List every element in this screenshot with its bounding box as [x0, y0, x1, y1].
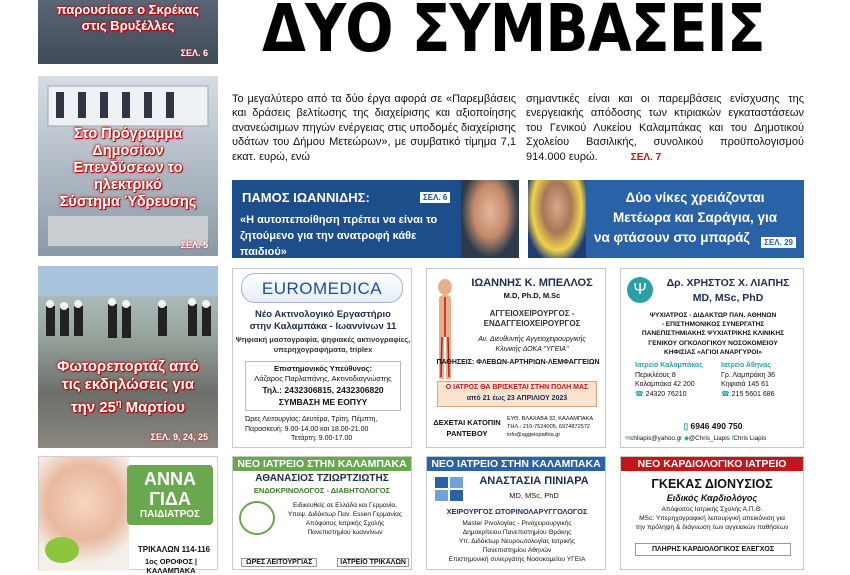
appointment-line: ΡΑΝΤΕΒΟΥ	[446, 429, 488, 438]
doctor-specialty: ΕΝΔΟΚΡΙΝΟΛΟΓΟΣ - ΔΙΑΒΗΤΟΛΟΓΟΣ	[253, 486, 391, 495]
phone: ΤΗΛ.: 210-7524005, 6974872572	[507, 424, 591, 430]
banner-text-line: να φτάσουν στο μπαράζ	[594, 230, 750, 245]
section-badge: ΣΕΛ. 6	[420, 192, 450, 203]
credential-line: - ΕΠΙΣΤΗΜΟΝΙΚΟΣ ΣΥΝΕΡΓΑΤΗΣ	[661, 321, 765, 329]
doctor-specialty	[457, 309, 607, 329]
office-phone: 24320 76210	[645, 390, 687, 398]
doctor-degrees: M.D, Ph.D, M.Sc	[503, 291, 561, 300]
thyroid-icon	[239, 501, 275, 535]
teaser-title-part: Μαρτίου	[121, 399, 186, 416]
doctor-specialty: Ειδικός Καρδιολόγος	[666, 493, 758, 503]
lab-services	[233, 335, 413, 355]
teaser-title	[38, 2, 218, 34]
office-address: Κηφισιά 145 61	[721, 381, 769, 388]
name-box	[127, 465, 213, 525]
banner-pamos-ioannidis[interactable]	[232, 180, 519, 258]
banner-quote	[240, 212, 460, 260]
teaser-title-sup: η	[116, 398, 122, 408]
teaser-title-part: την 25	[70, 399, 117, 416]
checkup-badge: ΠΛΗΡΗΣ ΚΑΡΔΙΟΛΟΓΙΚΟΣ ΕΛΕΓΧΟΣ	[635, 543, 791, 556]
doctor-bio	[621, 505, 803, 532]
bio-line: Πανεπιστημίου Αθηνών	[482, 547, 552, 554]
banner-quote-line: ζητούμενο για την ανατροφή κάθε παιδιού»	[240, 230, 417, 258]
twitter-handle: @Chris_Liapis	[688, 435, 730, 442]
bio-line: την πρόληψη & διάγνωση των αγγειακών παθήσεων	[635, 524, 789, 531]
doctor-name: ΑΘΑΝΑΣΙΟΣ ΤΖΙΩΡΤΖΙΩΤΗΣ	[255, 473, 389, 484]
ad-tziortziotis[interactable]	[232, 456, 412, 570]
opening-hours	[245, 415, 405, 444]
ad-christos-liapis[interactable]	[620, 268, 804, 448]
facebook-name: Chris Liapis	[733, 435, 767, 442]
main-headline: ΔΥΟ ΣΥΜΒΑΣΕΙΣ	[262, 0, 765, 67]
person-photo	[461, 180, 519, 258]
office-address: Γρ. Λαμπράκη 36	[721, 371, 776, 379]
office-address: Περικλέους 8	[635, 371, 676, 379]
story-column-2	[526, 92, 804, 172]
ad-ioannis-mpellos[interactable]	[426, 268, 606, 448]
lab-title-line: στην Καλαμπάκα - Ιωαννίνων 11	[249, 321, 397, 332]
appointment-note	[429, 417, 505, 439]
parade-illustration	[38, 266, 218, 448]
player-photo	[528, 180, 586, 258]
bio-line: Απόφοιτος Ιατρικής Σχολής	[305, 520, 385, 527]
email: chliapis@yahoo.gr	[630, 435, 683, 442]
teaser-title-line: Σύστημα Ύδρευσης	[59, 194, 197, 210]
lab-title-line: Νέο Ακτινολογικό Εργαστήριο	[255, 309, 391, 320]
teaser-title-line: στις Βρυξέλλες	[81, 18, 175, 33]
bio-line: Master Ρινολογίας - Ρινοχειρουργικής	[462, 520, 572, 527]
teaser-skrekas[interactable]	[38, 0, 218, 64]
office-title: Ιατρείο Αθηνας	[721, 362, 771, 369]
address: ΕΥΘ. ΒΛΑΧΑΒΑ 32, ΚΑΛΑΜΠΑΚΑ	[507, 416, 594, 422]
office-kalambaka	[635, 361, 715, 399]
bio-line: Πανεπιστημίου Ιωαννίνων	[307, 529, 383, 536]
phone-icon: ☎	[635, 390, 646, 398]
bio-line: Υπ. Διδάκτωρ Νευροωτολογίας Ιατρικής	[458, 538, 576, 545]
teaser-title-line	[38, 394, 218, 417]
psychiatry-logo-icon: Ψ	[627, 277, 653, 303]
notice-line: Ο ΙΑΤΡΟΣ ΘΑ ΒΡΙΣΚΕΤΑΙ ΣΤΗΝ ΠΟΛΗ ΜΑΣ	[445, 384, 589, 391]
doctor-name: ΓΚΕΚΑΣ ΔΙΟΝΥΣΙΟΣ	[651, 477, 773, 491]
doctor-bio	[277, 501, 413, 537]
hours-line: Τετάρτη: 9.00-17.00	[291, 435, 353, 442]
doctor-degrees: MD, MSc, PhD	[692, 292, 764, 304]
banner-text-line: Μετέωρα και Σαράγια, για	[612, 210, 778, 225]
teaser-title	[38, 126, 218, 211]
section-ref: ΣΕΛ. 6	[180, 48, 208, 58]
office-phone-row	[721, 390, 803, 400]
address-line: ΤΡΙΚΑΛΩΝ 114-116	[137, 545, 211, 554]
specialty-line: ΑΓΓΕΙΟΧΕΙΡΟΥΡΓΟΣ -	[489, 309, 575, 318]
contact-info	[507, 415, 607, 439]
ad-gkekas-dionysios[interactable]	[620, 456, 804, 570]
bio-line: Υποψ. Διδάκτωρ Παν. Essen Γερμανίας	[287, 511, 403, 518]
address-line: 1ος ΟΡΟΦΟΣ | ΚΑΛΑΜΠΑΚΑ	[144, 557, 198, 575]
office-address: Καλαμπάκα 42 200	[635, 381, 695, 388]
doctor-name: ΙΩΑΝΝΗΣ Κ. ΜΠΕΛΛΟΣ	[471, 277, 593, 289]
responsible-label: Επιστημονικός Υπεύθυνος:	[274, 364, 372, 373]
bio-line: MSc: Υπερηχογραφική λειτουργική απεικόνιση για	[639, 515, 785, 522]
teaser-title-line: παρουσίασε ο Σκρέκας	[56, 2, 200, 17]
teaser-title-line: Στο Πρόγραμμα	[73, 126, 183, 142]
teaser-march-25-photos[interactable]	[38, 266, 218, 448]
position-line: Κλινικής ΔΟΚΑ "ΥΓΕΙΑ"	[495, 345, 569, 353]
teaser-title-line: Επενδύσεων το	[73, 160, 183, 176]
office-athens	[721, 361, 803, 399]
lab-services-line: Ψηφιακή μαστογραφία, ψηφιακές ακτινογραφίες,	[235, 335, 411, 344]
section-ref: ΣΕΛ. 9, 24, 25	[150, 432, 208, 442]
bio-line: Δημοκρίτειου Πανεπιστημίου Θράκης	[462, 529, 572, 536]
ad-anna-gida[interactable]	[38, 456, 218, 575]
hours-line: Ώρες Λειτουργίας: Δευτέρα, Τρίτη, Πέμπτη,	[245, 416, 378, 423]
teaser-title-line: τις εκδηλώσεις για	[61, 376, 195, 393]
mobile-icon: ▯	[683, 421, 691, 431]
doctor-surname: ΓΙΔΑ	[149, 489, 191, 509]
doctor-specialty: ΧΕΙΡΟΥΡΓΟΣ ΩΤΟΡΙΝΟΛΑΡΥΓΓΟΛΟΓΟΣ	[446, 507, 588, 516]
section-badge: ΣΕΛ. 29	[761, 237, 796, 248]
logo-badge	[45, 537, 79, 563]
teaser-title-line: Δημοσίων	[92, 143, 164, 159]
bio-line: Επιστημονική συνεργάτης Νοσοκομείου ΥΓΕΙΑ	[448, 556, 586, 563]
office-title: Ιατρείο Καλαμπάκας	[635, 362, 703, 369]
mobile-number: 6946 490 750	[690, 421, 743, 431]
credential-line: ΓΕΝΙΚΟΥ ΟΓΚΟΛΟΓΙΚΟΥ ΝΟΣΟΚΟΜΕΙΟΥ	[648, 339, 778, 347]
story-column-2-text: σημαντικές είναι και οι παρεμβάσεις ενίσχυσης της ενεργειακής απόδοσης των κτιριακών εγκαταστάσεων του Γενικού Λυκείου Καλαμπάκας και του Δημοτικού Σχολείου Βασιλικής, συνολικού προϋπολογισμού 914.000 ευρώ.	[526, 93, 804, 163]
hours-line: Παρασκευή: 9.00-14.00 και 18.00-21.00	[245, 425, 369, 433]
appointment-line: ΔΕΧΕΤΑΙ ΚΑΤΟΠΙΝ	[433, 418, 501, 427]
lab-services-line: υπερηχογραφήματα, triplex	[273, 345, 373, 354]
credential-line: ΠΑΝΕΠΙΣΤΗΜΙΑΚΗΣ ΨΥΧΙΑΤΡΙΚΗΣ ΚΛΙΝΙΚΗΣ	[641, 330, 785, 338]
position-line: Αν. Διευθυντής Αγγειοχειρουργικής	[478, 336, 586, 343]
bio-line: Ειδικευθείς σε Ελλάδα και Γερμανία,	[293, 502, 397, 509]
teaser-title-line: ηλεκτρικό	[94, 177, 162, 193]
phone-numbers: Τηλ.: 2432306815, 2432306820	[262, 385, 384, 395]
conditions: ΠΑΘΗΣΕΙΣ: ΦΛΕΒΩΝ-ΑΡΤΗΡΙΩΝ-ΛΕΜΦΑΓΓΕΙΩΝ	[436, 359, 600, 366]
office-phone: 215 5601 686	[731, 390, 775, 398]
ent-logo-icon	[435, 477, 463, 501]
ad-header: ΝΕΟ ΙΑΤΡΕΙΟ ΣΤΗΝ ΚΑΛΑΜΠΑΚΑ	[233, 457, 411, 471]
email-icon: ✉	[625, 435, 631, 442]
responsible-name: Λάζαρος Παρλαπάνης, Ακτινοδιαγνώστης	[254, 374, 392, 383]
doctor-name: ΑΝΑΣΤΑΣΙΑ ΠΙΝΙΑΡΑ	[479, 475, 589, 487]
euromedica-logo	[241, 273, 403, 303]
story-column-1: Το μεγαλύτερο από τα δύο έργα αφορά σε «Παρεμβάσεις και δράσεις βελτίωσης της διαχείρισης και αξιοποίησης ανανεώσιμων πηγών ενέργειας στις υποδομές διαχείρισης υδάτων του Δήμου Μετεώρων», με συμβατικό τίμημα 7,1 εκατ. ευρώ, ενώ	[232, 93, 516, 163]
ad-anastasia-piniara[interactable]	[426, 456, 606, 570]
banner-quote-line: «Η αυτοπεποίθηση πρέπει να είναι το	[240, 214, 438, 226]
doctor-name: Δρ. ΧΡΗΣΤΟΣ Χ. ΛΙΑΠΗΣ	[666, 277, 790, 289]
info-box	[245, 361, 401, 411]
doctor-bio	[427, 519, 607, 564]
doctor-credentials	[623, 311, 803, 357]
ad-header: ΝΕΟ ΚΑΡΔΙΟΛΟΓΙΚΟ ΙΑΤΡΕΙΟ	[621, 457, 803, 471]
mobile-row	[621, 421, 805, 432]
ad-euromedica[interactable]	[232, 268, 412, 448]
section-ref: ΣΕΛ. 7	[630, 151, 662, 163]
doctor-first-name: ΑΝΝΑ	[144, 469, 196, 489]
doctor-role: ΠΑΙΔΙΑΤΡΟΣ	[139, 509, 201, 520]
teaser-water-system[interactable]	[38, 76, 218, 256]
teaser-title-line: Φωτορεπορτάζ από	[57, 358, 199, 375]
hours-label: ΩΡΕΣ ΛΕΙΤΟΥΡΓΙΑΣ	[241, 558, 317, 567]
banner-person-name: ΠΑΜΟΣ ΙΩΑΝΝΙΔΗΣ:	[242, 190, 370, 205]
credential-line: ΨΥΧΙΑΤΡΟΣ - ΔΙΔΑΚΤΩΡ ΠΑΝ. ΑΘΗΝΩΝ	[649, 312, 777, 319]
teaser-title	[38, 358, 218, 417]
social-row	[625, 435, 803, 442]
doctor-position	[457, 335, 607, 354]
contract-note: ΣΥΜΒΑΣΗ ΜΕ ΕΟΠΥΥ	[278, 397, 368, 407]
euromedica-logo-text: EUROMEDICA	[261, 279, 383, 298]
address-label: ΙΑΤΡΕΙΟ ΤΡΙΚΑΛΩΝ	[337, 558, 409, 567]
ad-header: ΝΕΟ ΙΑΤΡΕΙΟ ΣΤΗΝ ΚΑΛΑΜΠΑΚΑ	[427, 457, 605, 471]
lab-title	[233, 309, 413, 333]
email: info@aggeiopathia.gr	[507, 432, 561, 438]
facebook-icon: f	[731, 435, 734, 442]
twitter-icon: ◆	[683, 435, 689, 442]
phone-icon: ☎	[721, 390, 732, 398]
credential-line: ΚΗΦΙΣΙΑΣ «ΑΓΙΟΙ ΑΝΑΡΓΥΡΟΙ»	[664, 348, 762, 356]
banner-meteora-saragia[interactable]	[528, 180, 804, 258]
specialty-line: ΕΝΔΑΓΓΕΙΟΧΕΙΡΟΥΡΓΟΣ	[483, 319, 581, 328]
visit-notice	[437, 381, 597, 407]
notice-line: από 21 έως 23 ΑΠΡΙΛΙΟΥ 2023	[466, 395, 568, 402]
bio-line: Απόφοιτος Ιατρικής Σχολής Α.Π.Θ.	[661, 506, 763, 513]
banner-text-line: Δύο νίκες χρειάζονται	[625, 190, 765, 205]
office-phone-row	[635, 390, 715, 400]
section-ref: ΣΕΛ. 5	[180, 240, 208, 250]
doctor-degrees: MD, MSc, PhD	[509, 491, 559, 500]
